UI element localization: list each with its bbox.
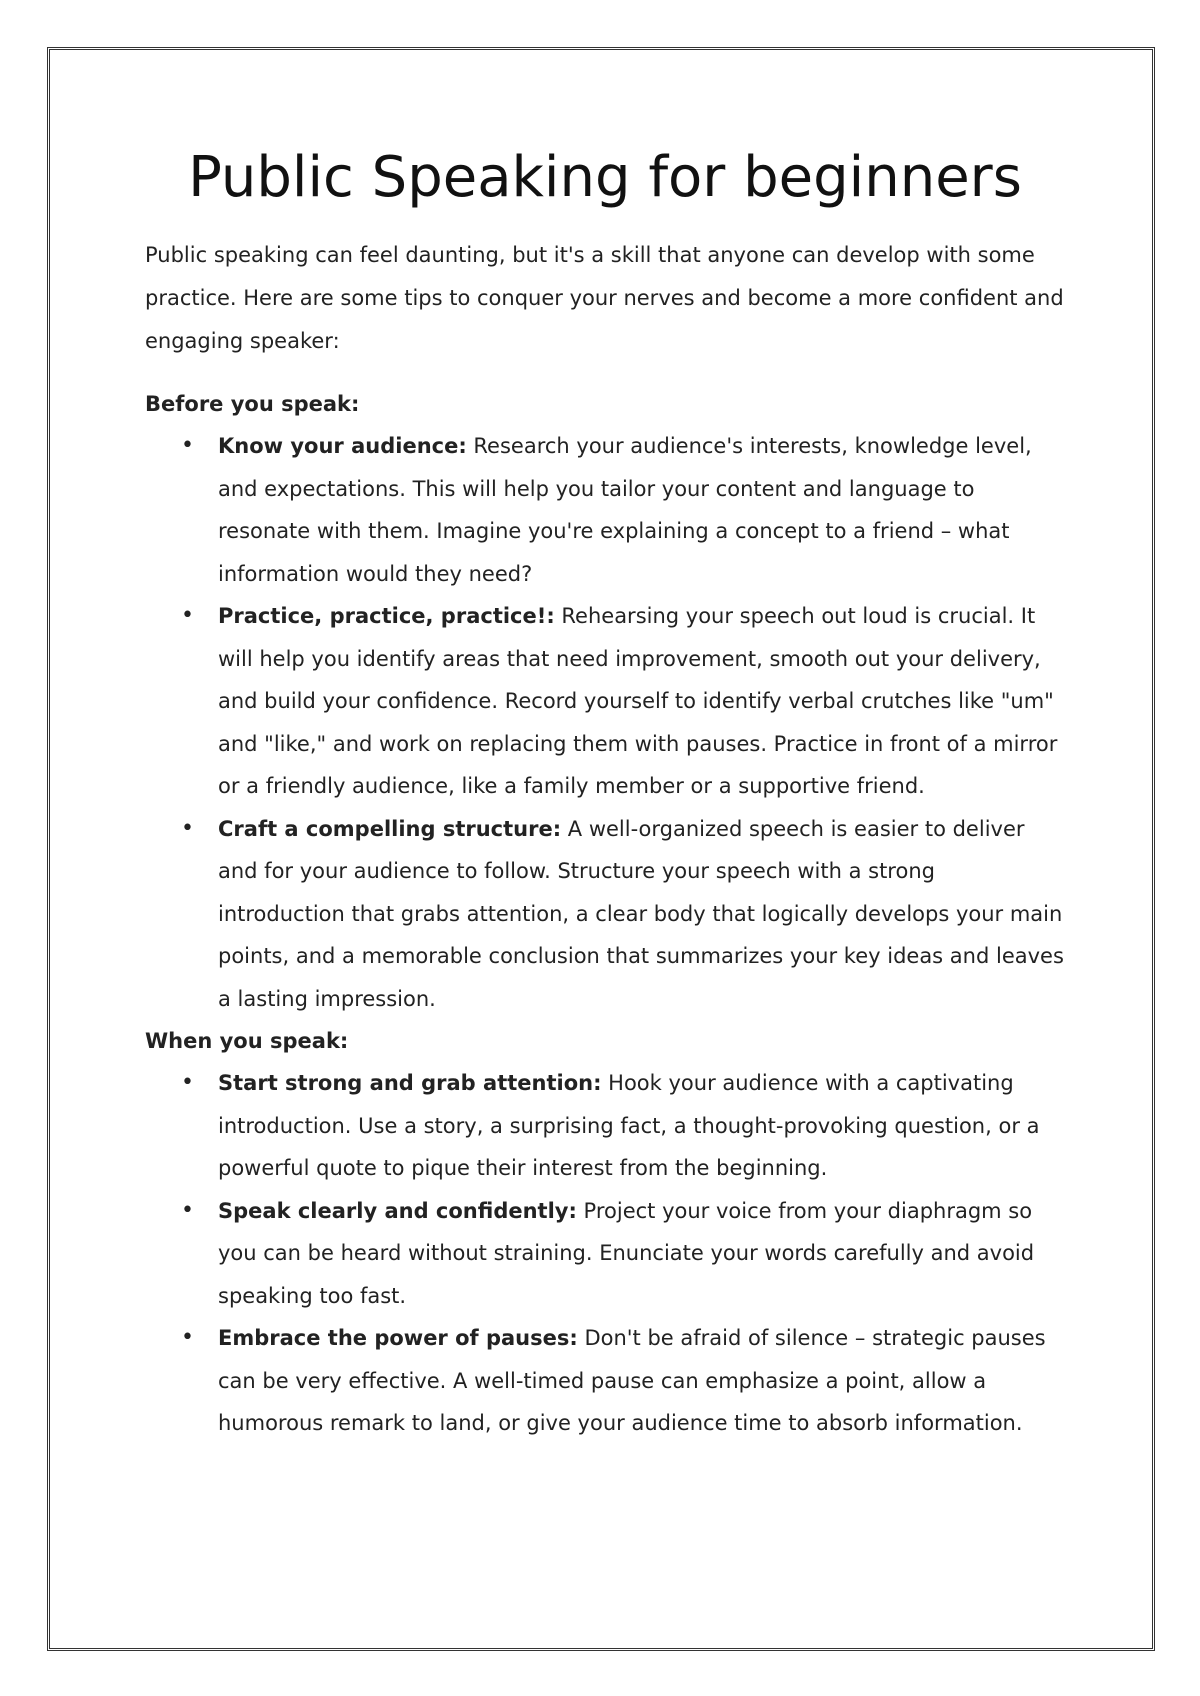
list-item	[181, 1190, 1065, 1318]
tip-text: Don't be afraid of silence – strategic pauses can be very effective. A well-timed pause can emphasize a point, allow a humorous remark to land, or give your audience time to absorb information.	[218, 1326, 1046, 1435]
bullet-icon: •	[181, 1070, 194, 1095]
tips-list	[145, 1062, 1065, 1445]
tip-term: Know your audience:	[218, 434, 467, 458]
section-when	[145, 1020, 1065, 1445]
tip-term: Start strong and grab attention:	[218, 1071, 602, 1095]
tip-term: Speak clearly and confidently:	[218, 1198, 577, 1223]
tip-text: A well-organized speech is easier to deliver and for your audience to follow. Structure your speech with a strong introduction that grabs attention, a clear body that logically develops your main points, and a memorable conclusion that summarizes your key ideas and leaves a lasting impression.	[218, 816, 1064, 1011]
section-before	[145, 383, 1065, 1020]
tip-text: Project your voice from your diaphragm so you can be heard without straining. Enunciate your words carefully and avoid speaking too fast.	[218, 1198, 1035, 1308]
tip-text: Hook your audience with a captivating introduction. Use a story, a surprising fact, a thought-provoking question, or a powerful quote to pique their interest from the beginning.	[218, 1071, 1040, 1180]
tip-term: Embrace the power of pauses:	[218, 1326, 578, 1350]
tip-term: Practice, practice, practice!:	[218, 604, 555, 628]
list-item	[181, 595, 1065, 808]
bullet-icon: •	[181, 1197, 194, 1223]
section-heading: Before you speak:	[145, 392, 360, 416]
list-item	[181, 808, 1065, 1021]
intro-paragraph: Public speaking can feel daunting, but it's a skill that anyone can develop with some practice. Here are some tips to conquer your nerves and become a more confident and engaging speaker:	[145, 243, 1064, 353]
tips-list	[145, 425, 1065, 1020]
bullet-icon: •	[181, 433, 194, 458]
section-heading: When you speak:	[145, 1029, 349, 1053]
list-item	[181, 425, 1065, 595]
document-title: Public Speaking for beginners	[188, 145, 1022, 210]
bullet-icon: •	[181, 1325, 194, 1350]
tip-text: Rehearsing your speech out loud is crucial. It will help you identify areas that need improvement, smooth out your delivery, and build your confidence. Record yourself to identify verbal crutches like "um" and "like," and work on replacing them with pauses. Practice in front of a mirror or a friendly audience, like a family member or a supportive friend.	[218, 604, 1058, 798]
bullet-icon: •	[181, 815, 194, 841]
document-body	[145, 140, 1065, 1445]
tip-term: Craft a compelling structure:	[218, 816, 562, 841]
list-item	[181, 1062, 1065, 1190]
bullet-icon: •	[181, 603, 194, 628]
tip-text: Research your audience's interests, knowledge level, and expectations. This will help you tailor your content and language to resonate with them. Imagine you're explaining a concept to a friend – what information would they need?	[218, 434, 1032, 586]
list-item	[181, 1317, 1065, 1445]
